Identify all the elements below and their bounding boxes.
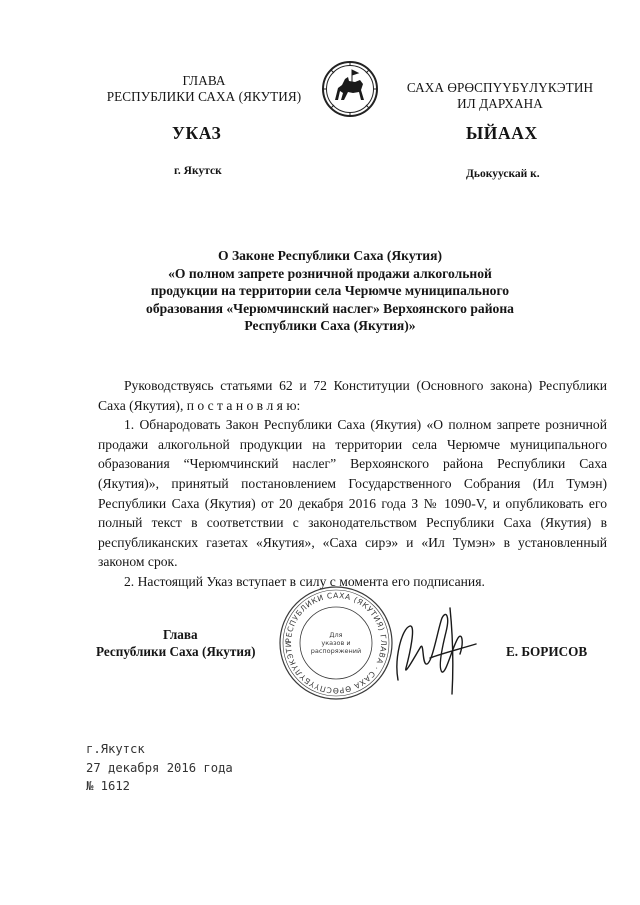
body-item-1: 1. Обнародовать Закон Республики Саха (Якутия) «О полном запрете розничной продажи алкогольной продукции на территории села Черюмче муниципального образования “Черюмчинский наслег” Верхоянского района Республики Саха (Якутия)», принятый постановлением Государственного Собрания (Ил Тумэн) Республики Саха (Якутия) от 20 декабря 2016 года З № 1090-V, и опубликовать его полный текст в соответствии с законодательством Республики Саха (Якутия) в республиканских газетах «Якутия», «Саха сирэ» и «Ил Тумэн» в установленный законом срок.	[98, 417, 607, 570]
footer-city: г.Якутск	[86, 742, 145, 756]
official-stamp	[278, 585, 394, 701]
footer-number: № 1612	[86, 779, 131, 793]
title-line-1: О Законе Республики Саха (Якутия)	[217, 248, 443, 263]
place-right: Дьокуускай к.	[466, 168, 540, 180]
stamp-center-line2: указов и	[321, 639, 351, 647]
document-body	[98, 376, 607, 592]
footer-date: 27 декабря 2016 года	[86, 760, 233, 775]
coat-of-arms-emblem	[315, 60, 385, 118]
body-item-2: 2. Настоящий Указ вступает в силу с момента его подписания.	[124, 573, 485, 589]
stamp-ring-text: РЕСПУБЛИКИ САХА (ЯКУТИЯ) ГЛАВА · САХА ӨРӨСПҮҮБҮЛҮКЭТИ	[283, 590, 389, 696]
signatory-name: Е. БОРИСОВ	[506, 644, 588, 659]
footer-registration	[86, 740, 233, 796]
body-intro: Руководствуясь статьями 62 и 72 Конституции (Основного закона) Республики Саха (Якутия), п о с т а н о в л я ю:	[98, 378, 607, 413]
title-line-5: Республики Саха (Якутия)»	[244, 318, 416, 334]
document-title	[100, 247, 560, 335]
signature-position	[96, 626, 286, 660]
handwritten-signature	[380, 598, 490, 698]
header-right-line1: САХА ӨРӨСПҮҮБҮЛҮКЭТИН	[406, 80, 594, 95]
title-line-3: продукции на территории села Черюмче муниципального	[150, 283, 510, 299]
header-right	[380, 80, 620, 112]
header-left	[84, 73, 324, 105]
header-left-line2: РЕСПУБЛИКИ САХА (ЯКУТИЯ)	[106, 89, 302, 104]
signature-position-line1: Глава	[163, 627, 198, 642]
stamp-center-line3: распоряжений	[310, 647, 362, 655]
stamp-center-line1: Для	[329, 631, 343, 639]
title-line-2: «О полном запрете розничной продажи алкогольной	[168, 265, 492, 281]
doc-type-left: УКАЗ	[172, 123, 222, 143]
doc-type-right: ЫЙААХ	[466, 123, 538, 143]
header-right-line2: ИЛ ДАРХАНА	[457, 96, 543, 111]
header-left-line1: ГЛАВА	[182, 73, 226, 88]
place-left: г. Якутск	[174, 165, 222, 177]
title-line-4: образования «Черюмчинский наслег» Верхоянского района	[146, 300, 514, 316]
signature-position-line2: Республики Саха (Якутия)	[96, 644, 256, 659]
